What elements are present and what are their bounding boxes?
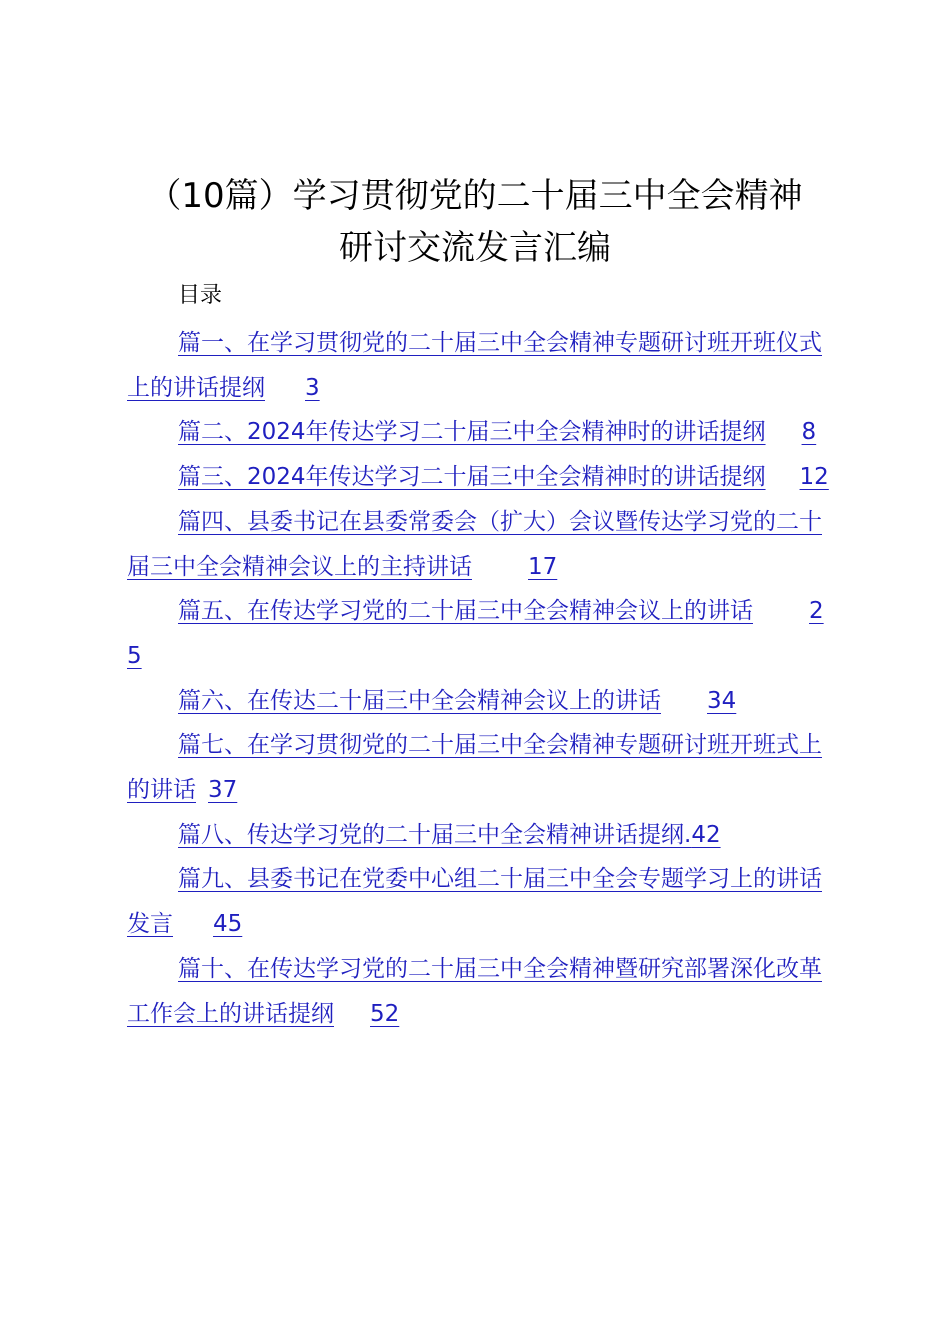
- document-title-line-2: 研讨交流发言汇编: [339, 228, 611, 268]
- toc-page-number: 12: [799, 464, 829, 491]
- toc-page-number: 37: [208, 777, 238, 804]
- toc-link-6[interactable]: [127, 679, 833, 724]
- document-title-line-1: （10篇）学习贯彻党的二十届三中全会精神: [147, 176, 803, 216]
- toc-page-number: 8: [801, 419, 817, 446]
- table-of-contents: [127, 321, 833, 1036]
- toc-link-10[interactable]: [127, 947, 833, 1036]
- toc-link-8[interactable]: [127, 813, 833, 858]
- toc-page-number: 45: [213, 911, 243, 938]
- toc-item: [127, 589, 833, 678]
- toc-page-number: 34: [707, 687, 737, 714]
- toc-entry-title: 篇五、在传达学习党的二十届三中全会精神会议上的讲话: [178, 598, 753, 625]
- toc-entry-title: 篇二、2024年传达学习二十届三中全会精神时的讲话提纲: [178, 419, 766, 446]
- toc-heading: 目录: [178, 283, 223, 308]
- toc-entry-title: 篇九、县委书记在党委中心组二十届三中全会专题学习上的讲话发言: [127, 866, 822, 938]
- toc-item: [127, 455, 833, 500]
- toc-link-7[interactable]: [127, 723, 833, 812]
- toc-page-number: 52: [370, 1000, 400, 1027]
- toc-item: [127, 679, 833, 724]
- toc-item: [127, 947, 833, 1036]
- toc-item: [127, 321, 833, 410]
- toc-entry-title: 篇十、在传达学习党的二十届三中全会精神暨研究部署深化改革工作会上的讲话提纲: [127, 955, 822, 1027]
- toc-link-3[interactable]: [127, 455, 833, 500]
- toc-link-2[interactable]: [127, 410, 833, 455]
- toc-entry-title: 篇三、2024年传达学习二十届三中全会精神时的讲话提纲: [178, 464, 766, 491]
- toc-entry-title: 篇一、在学习贯彻党的二十届三中全会精神专题研讨班开班仪式上的讲话提纲: [127, 330, 822, 401]
- toc-link-1[interactable]: [127, 321, 833, 410]
- toc-item: [127, 723, 833, 812]
- toc-item: [127, 857, 833, 946]
- toc-link-9[interactable]: [127, 857, 833, 946]
- toc-entry-title: 篇七、在学习贯彻党的二十届三中全会精神专题研讨班开班式上的讲话: [127, 732, 822, 804]
- toc-page-number: 25: [127, 598, 824, 669]
- toc-entry-title: 篇四、县委书记在县委常委会（扩大）会议暨传达学习党的二十届三中全会精神会议上的主持讲话: [127, 508, 822, 580]
- toc-link-5[interactable]: [127, 589, 833, 678]
- toc-item: [127, 410, 833, 455]
- toc-page-number: 17: [528, 553, 558, 580]
- toc-page-number: 3: [305, 374, 320, 401]
- toc-page-number: 42: [691, 821, 721, 848]
- toc-item: [127, 813, 833, 858]
- toc-item: [127, 500, 833, 589]
- toc-entry-title: 篇六、在传达二十届三中全会精神会议上的讲话: [178, 687, 661, 714]
- toc-link-4[interactable]: [127, 500, 833, 589]
- toc-entry-title: 篇八、传达学习党的二十届三中全会精神讲话提纲.: [178, 821, 692, 848]
